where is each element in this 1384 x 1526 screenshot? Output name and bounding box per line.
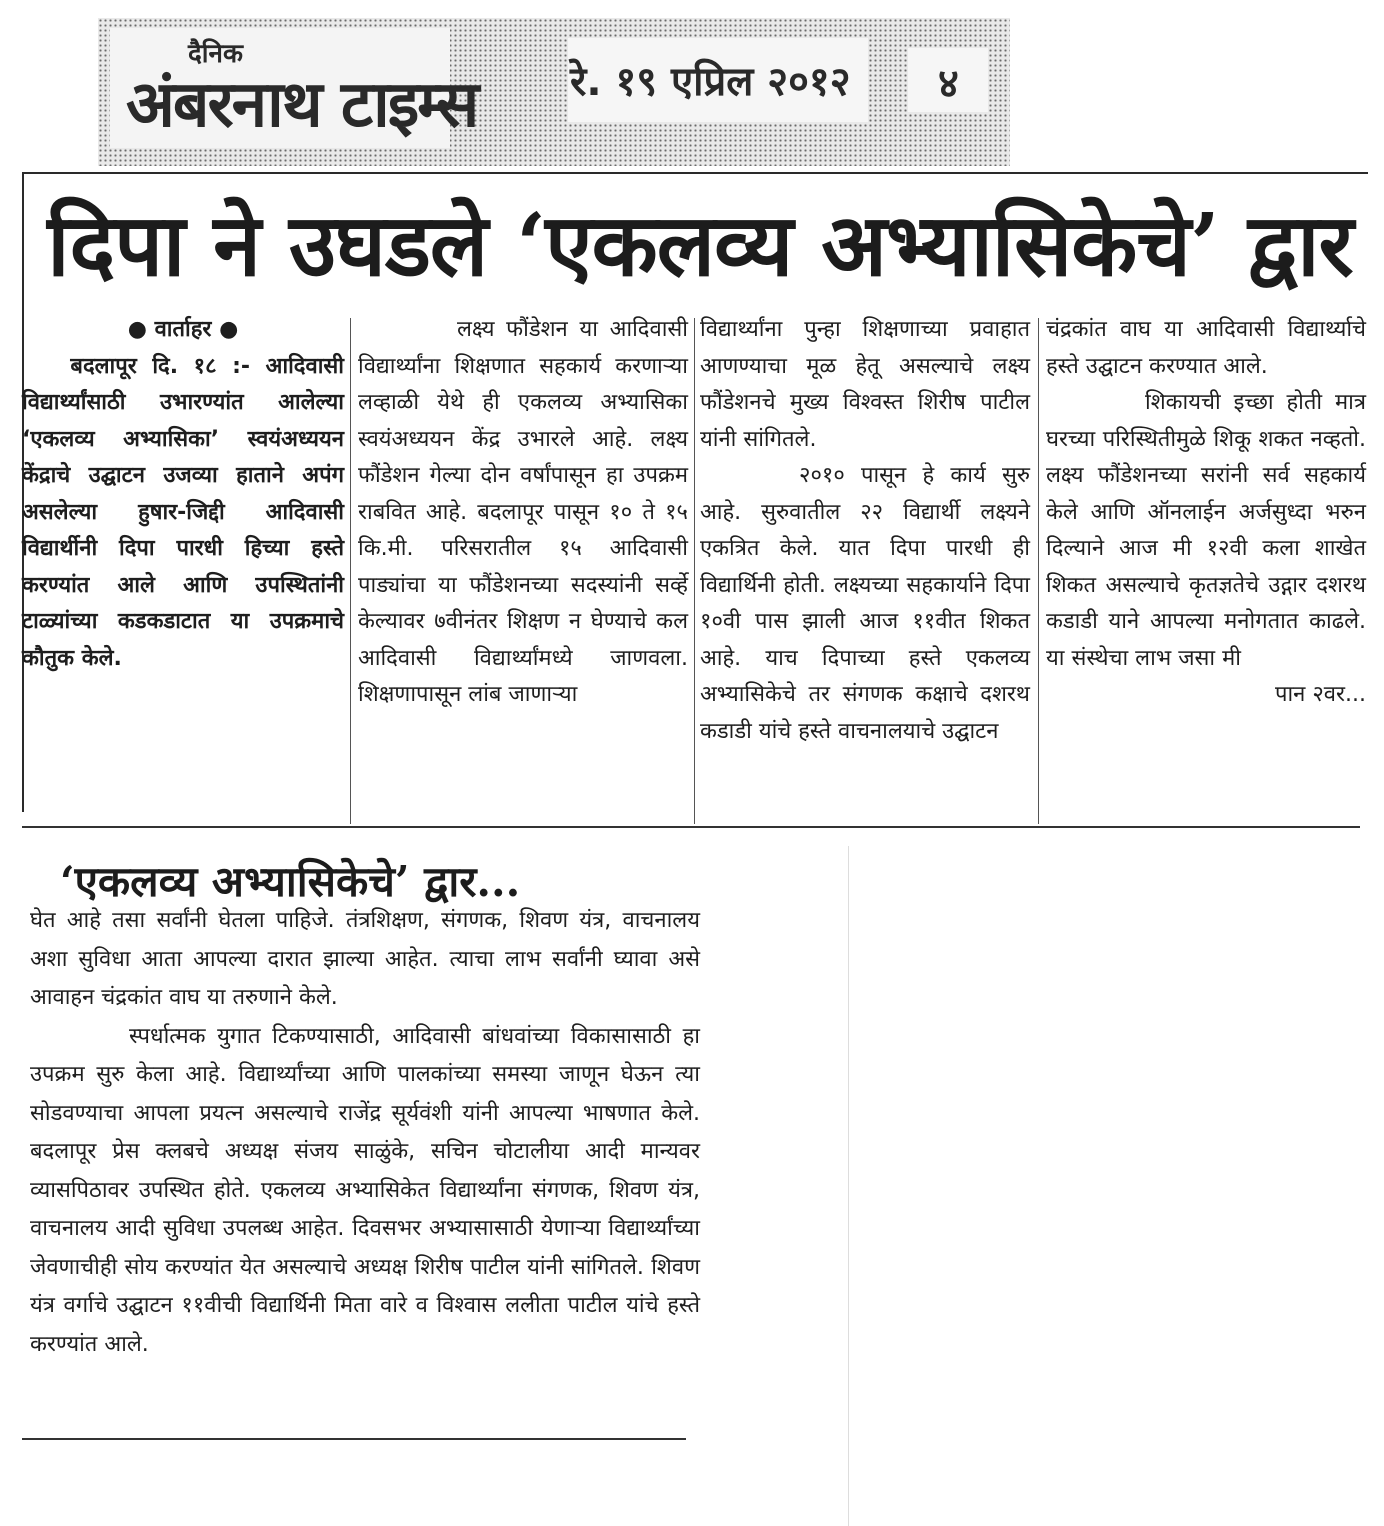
byline: ● वार्ताहर ● xyxy=(127,317,239,342)
masthead-page-box xyxy=(908,48,988,112)
article-column-2 xyxy=(358,312,688,714)
continued-on-page-2: पान २वर... xyxy=(1274,682,1366,707)
column-3-paragraph-1: विद्यार्थ्यांना पुन्हा शिक्षणाच्या प्रवाहात आणण्याचा मूळ हेतू असल्याचे लक्ष्य फौंडेशनचे मुख्य विश्वस्त शिरीष पाटील यांनी सांगितले. xyxy=(700,317,1030,452)
continuation-headline: ‘एकलव्य अभ्यासिकेचे’ द्वार... xyxy=(60,857,521,906)
continuation-paragraph-2: स्पर्धात्मक युगात टिकण्यासाठी, आदिवासी बांधवांच्या विकासासाठी हा उपक्रम सुरु केला आहे. विद्यार्थ्यांच्या आणि पालकांच्या समस्या जाणून घेऊन त्या सोडवण्याचा आपला प्रयत्न असल्याचे राजेंद्र सूर्यवंशी यांनी आपल्या भाषणात केले. बदलापूर प्रेस क्लबचे अध्यक्ष संजय साळुंके, सचिन चोटालीया आदी मान्यवर व्यासपिठावर उपस्थित होते. एकलव्य अभ्यासिकेत विद्यार्थ्यांना संगणक, शिवण यंत्र, वाचनालय आदी सुविधा उपलब्ध आहेत. दिवसभर अभ्यासासाठी येणाऱ्या विद्यार्थ्यांच्या जेवणाचीही सोय करण्यांत येत असल्याचे अध्यक्ष शिरीष पाटील यांनी सांगितले. शिवण यंत्र वर्गाचे उद्घाटन ११वीची विद्यार्थिनी मिता वारे व विश्वास ललीता पाटील यांचे हस्ते करण्यांत आले. xyxy=(30,1023,700,1357)
continuation-body xyxy=(30,902,700,1364)
page-number: ४ xyxy=(938,61,959,107)
column-3-paragraph-2: २०१० पासून हे कार्य सुरु आहे. सुरुवातील २२ विद्यार्थी लक्ष्यने एकत्रित केले. यात दिपा पारधी ही विद्यार्थिनी होती. लक्ष्यच्या सहकार्याने दिपा १०वी पास झाली आज ११वीत शिकत आहे. याच दिपाच्या हस्ते एकलव्य अभ्यासिकेचे तर संगणक कक्षाचे दशरथ कडाडी यांचे हस्ते वाचनालयाचे उद्घाटन xyxy=(700,463,1030,744)
masthead xyxy=(98,18,1010,166)
column-divider-1 xyxy=(350,318,351,824)
continuation-right-edge xyxy=(848,846,849,1526)
masthead-date: रे. १९ एप्रिल २०१२ xyxy=(570,59,851,105)
newspaper-logo xyxy=(110,28,478,148)
clipping-top-edge xyxy=(22,172,1368,174)
column-1-text: बदलापूर दि. १८ :- आदिवासी विद्यार्थ्यांसाठी उभारण्यांत आलेल्या ‘एकलव्य अभ्यासिका’ स्वयंअध्ययन केंद्राचे उद्घाटन उजव्या हाताने अपंग असलेल्या हुषार-जिद्दी आदिवासी विद्यार्थीनी दिपा पारधी हिच्या हस्ते करण्यांत आले आणि उपस्थितांनी टाळ्यांच्या कडकडाटात या उपक्रमाचे कौतुक केले. xyxy=(22,353,344,671)
masthead-small-label: दैनिक xyxy=(188,39,243,69)
continuation-paragraph-1: घेत आहे तसा सर्वांनी घेतला पाहिजे. तंत्रशिक्षण, संगणक, शिवण यंत्र, वाचनालय अशा सुविधा आता आपल्या दारात झाल्या आहेत. त्याचा लाभ सर्वांनी घ्यावा असे आवाहन चंद्रकांत वाघ या तरुणाने केले. xyxy=(30,908,700,1010)
headline: दिपा ने उघडले ‘एकलव्य अभ्यासिकेचे’ द्वार xyxy=(47,195,1353,296)
article-column-3 xyxy=(700,312,1030,750)
column-4-paragraph-1: चंद्रकांत वाघ या आदिवासी विद्यार्थ्याचे हस्ते उद्घाटन करण्यात आले. xyxy=(1046,317,1366,379)
masthead-name: अंबरनाथ टाइम्स xyxy=(126,68,478,142)
article-column-1 xyxy=(22,312,344,677)
masthead-date-box xyxy=(568,38,868,122)
column-2-text: लक्ष्य फौंडेशन या आदिवासी विद्यार्थ्यांना शिक्षणात सहकार्य करणाऱ्या लव्हाळी येथे ही एकलव्य अभ्यासिका स्वयंअध्ययन केंद्र उभारले आहे. लक्ष्य फौंडेशन गेल्या दोन वर्षांपासून हा उपक्रम राबवित आहे. बदलापूर पासून १० ते १५ कि.मी. परिसरातील १५ आदिवासी पाड्यांचा या फौंडेशनच्या सदस्यांनी सर्व्हे केल्यावर ७वीनंतर शिक्षण न घेण्याचे कल आदिवासी विद्यार्थ्यांमध्ये जाणवला. शिक्षणापासून लांब जाणाऱ्या xyxy=(358,317,688,707)
column-divider-3 xyxy=(1038,318,1039,824)
column-4-paragraph-2: शिकायची इच्छा होती मात्र घरच्या परिस्थितीमुळे शिकू शकत नव्हतो. लक्ष्य फौंडेशनच्या सरांनी सर्व सहकार्य केले आणि ऑनलाईन अर्जसुध्दा भरुन दिल्याने आज मी १२वी कला शाखेत शिकत असल्याचे कृतज्ञतेचे उद्गार दशरथ कडाडी याने आपल्या मनोगतात काढले. या संस्थेचा लाभ जसा मी xyxy=(1046,390,1366,671)
article-bottom-rule xyxy=(22,826,1360,828)
column-divider-2 xyxy=(694,318,695,824)
continuation-bottom-rule xyxy=(22,1438,686,1440)
article-column-4 xyxy=(1046,312,1366,714)
